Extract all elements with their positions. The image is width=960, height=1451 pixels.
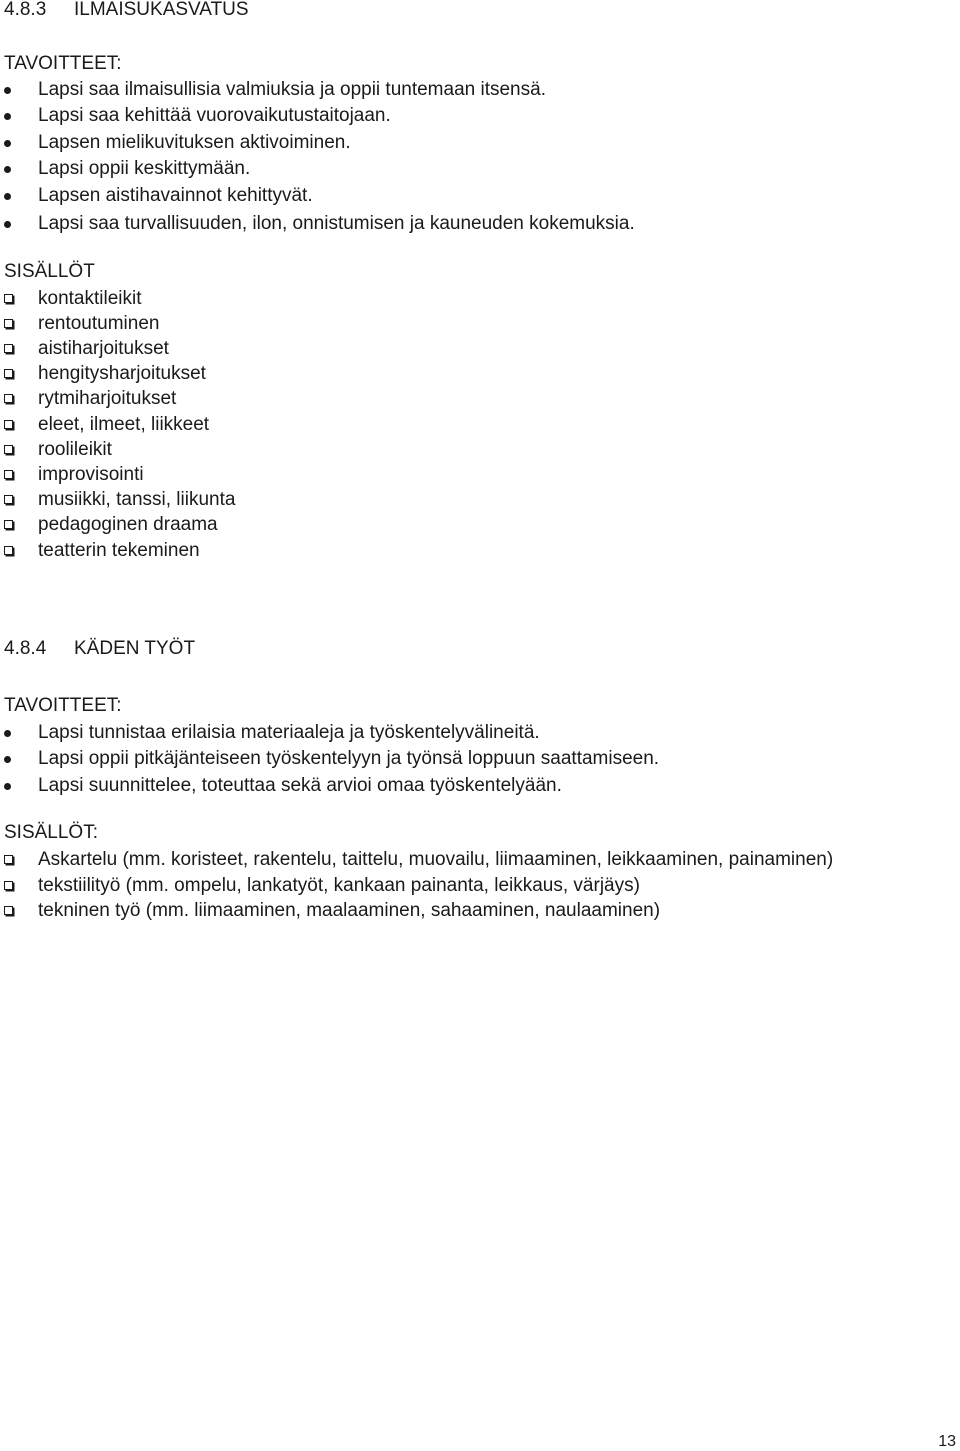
- section-heading-ilmaisukasvatus: [4, 0, 249, 22]
- goal-text: Lapsi oppii keskittymään.: [38, 158, 251, 179]
- goals-label: TAVOITTEET:: [4, 695, 122, 716]
- bullet-icon: [0, 720, 30, 745]
- content-text: roolileikit: [38, 439, 112, 460]
- content-text: Askartelu (mm. koristeet, rakentelu, taittelu, muovailu, liimaaminen, leikkaaminen, painaminen): [38, 849, 834, 870]
- content-text: musiikki, tanssi, liikunta: [38, 489, 236, 510]
- goal-text: Lapsen aistihavainnot kehittyvät.: [38, 185, 313, 206]
- goal-text: Lapsi saa turvallisuuden, ilon, onnistumisen ja kauneuden kokemuksia.: [38, 213, 635, 234]
- checkbox-icon: [0, 386, 30, 411]
- bullet-icon: [0, 183, 30, 208]
- goal-text: Lapsi suunnittelee, toteuttaa sekä arvioi omaa työskentelyään.: [38, 775, 562, 796]
- bullet-icon: [0, 156, 30, 181]
- section-title: ILMAISUKASVATUS: [74, 0, 249, 20]
- goal-text: Lapsen mielikuvituksen aktivoiminen.: [38, 132, 351, 153]
- content-text: eleet, ilmeet, liikkeet: [38, 414, 210, 435]
- content-text: rentoutuminen: [38, 313, 160, 334]
- bullet-icon: [0, 77, 30, 102]
- content-text: aistiharjoitukset: [38, 338, 169, 359]
- checkbox-icon: [0, 462, 30, 487]
- content-text: pedagoginen draama: [38, 514, 218, 535]
- goal-text: Lapsi saa ilmaisullisia valmiuksia ja oppii tuntemaan itsensä.: [38, 79, 546, 100]
- goal-text: Lapsi saa kehittää vuorovaikutustaitojaan.: [38, 105, 391, 126]
- page-number: 13: [938, 1433, 956, 1450]
- checkbox-icon: [0, 437, 30, 462]
- goal-text: Lapsi tunnistaa erilaisia materiaaleja ja työskentelyvälineitä.: [38, 722, 540, 743]
- bullet-icon: [0, 130, 30, 155]
- checkbox-icon: [0, 286, 30, 311]
- bullet-icon: [0, 103, 30, 128]
- content-text: hengitysharjoitukset: [38, 363, 206, 384]
- content-text: teatterin tekeminen: [38, 540, 200, 561]
- section-title: KÄDEN TYÖT: [74, 638, 196, 659]
- content-text: tekninen työ (mm. liimaaminen, maalaaminen, sahaaminen, naulaaminen): [38, 900, 661, 921]
- section-number: 4.8.4: [4, 638, 47, 659]
- content-text: improvisointi: [38, 464, 144, 485]
- contents-label: SISÄLLÖT: [4, 261, 95, 282]
- bullet-icon: [0, 773, 30, 798]
- section-number: 4.8.3: [4, 0, 47, 20]
- content-text: tekstiilityö (mm. ompelu, lankatyöt, kankaan painanta, leikkaus, värjäys): [38, 875, 640, 896]
- goals-label: TAVOITTEET:: [4, 53, 122, 74]
- checkbox-icon: [0, 538, 30, 563]
- section-heading-kaden-tyot: [4, 636, 195, 661]
- bullet-icon: [0, 211, 30, 236]
- goal-text: Lapsi oppii pitkäjänteiseen työskentelyyn ja työnsä loppuun saattamiseen.: [38, 748, 660, 769]
- checkbox-icon: [0, 873, 30, 898]
- content-text: kontaktileikit: [38, 288, 142, 309]
- checkbox-icon: [0, 898, 30, 923]
- checkbox-icon: [0, 336, 30, 361]
- checkbox-icon: [0, 487, 30, 512]
- checkbox-icon: [0, 512, 30, 537]
- bullet-icon: [0, 746, 30, 771]
- checkbox-icon: [0, 361, 30, 386]
- contents-label: SISÄLLÖT:: [4, 822, 98, 843]
- checkbox-icon: [0, 311, 30, 336]
- content-text: rytmiharjoitukset: [38, 388, 177, 409]
- checkbox-icon: [0, 412, 30, 437]
- checkbox-icon: [0, 847, 30, 872]
